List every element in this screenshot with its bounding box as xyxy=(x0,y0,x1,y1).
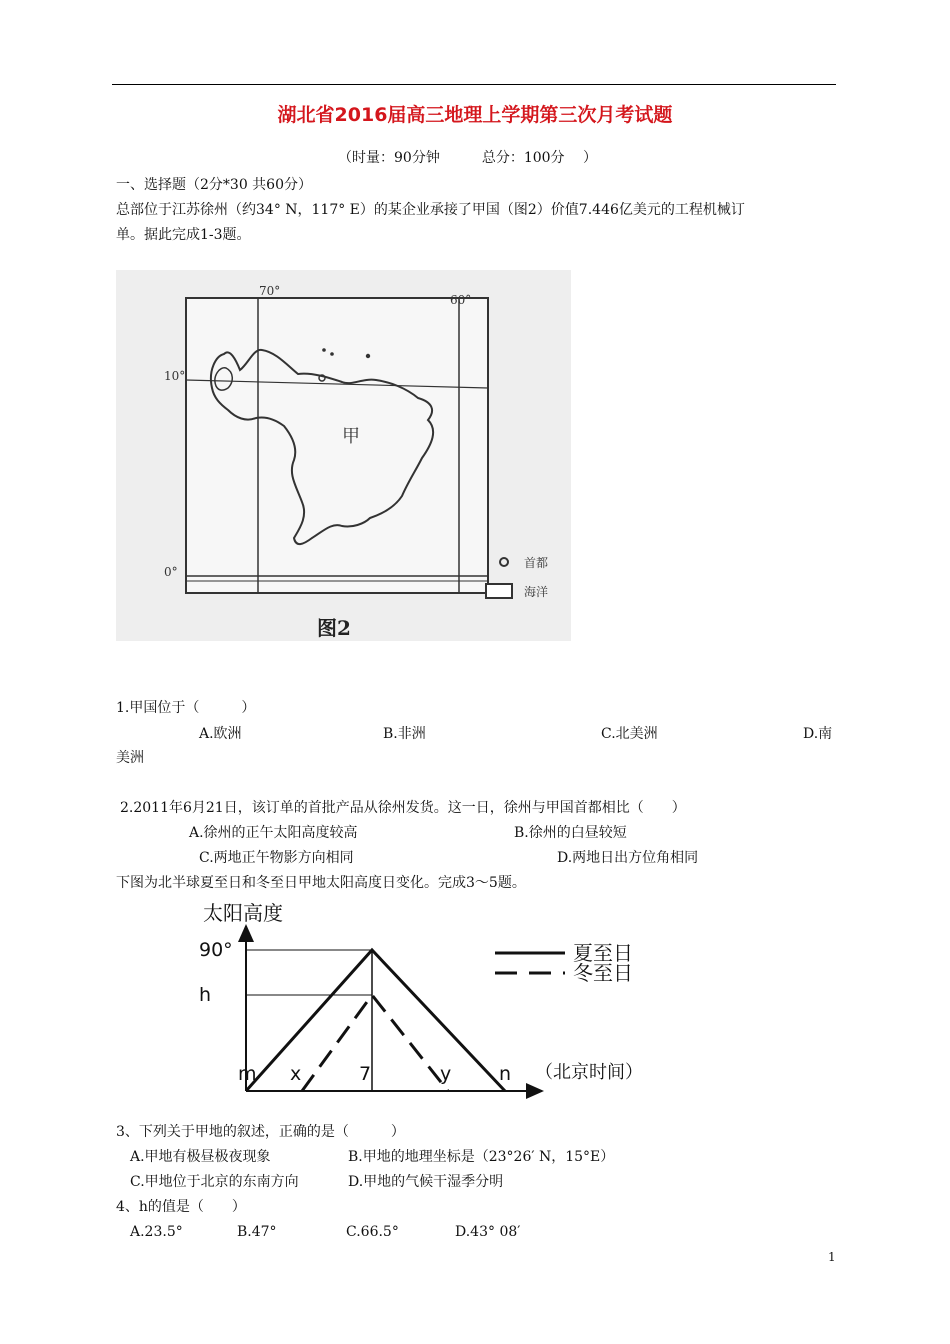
x-tick-label: m xyxy=(238,1063,257,1085)
x-tick-label: n xyxy=(499,1063,512,1085)
q4-option-d: D.43° 08′ xyxy=(455,1224,521,1240)
x-tick-label: y xyxy=(440,1063,452,1085)
q3-option-d: D.甲地的气候干湿季分明 xyxy=(348,1174,504,1190)
x-tick-label: 7 xyxy=(359,1063,372,1085)
q1-option-c: C.北美洲 xyxy=(601,726,658,742)
exam-info: （时量：90分钟 总分：100分 ） xyxy=(338,150,597,166)
q1-stem: 1.甲国位于（ ） xyxy=(116,700,256,716)
legend-label: 冬至日 xyxy=(573,961,633,985)
y-tick-label: 90° xyxy=(199,939,233,961)
lat-label-bottom: 0° xyxy=(164,565,178,579)
solar-altitude-chart xyxy=(195,898,705,1090)
q4-option-a: A.23.5° xyxy=(130,1224,183,1240)
lat-label-top: 10° xyxy=(164,369,186,383)
legend-sea-label: 海洋 xyxy=(524,585,549,599)
lon-label-left: 70° xyxy=(259,284,281,298)
intro-line-2: 单。据此完成1-3题。 xyxy=(116,227,251,243)
q3-option-c: C.甲地位于北京的东南方向 xyxy=(130,1174,299,1190)
country-label: 甲 xyxy=(342,426,360,447)
chart-intro: 下图为北半球夏至日和冬至日甲地太阳高度日变化。完成3～5题。 xyxy=(116,875,526,891)
page-title: 湖北省2016届高三地理上学期第三次月考试题 xyxy=(277,104,673,126)
q1-option-a: A.欧洲 xyxy=(199,726,242,742)
page-number: 1 xyxy=(828,1250,836,1264)
q3-option-a: A.甲地有极昼极夜现象 xyxy=(130,1149,271,1165)
legend-label: 夏至日 xyxy=(573,941,633,965)
x-tick-label: x xyxy=(290,1063,302,1085)
y-axis-label: 太阳高度 xyxy=(203,901,283,925)
q2-option-a: A.徐州的正午太阳高度较高 xyxy=(189,825,358,841)
map-figure xyxy=(116,270,571,641)
q2-option-b: B.徐州的白昼较短 xyxy=(514,825,627,841)
q2-option-c: C.两地正午物影方向相同 xyxy=(199,850,354,866)
header-rule xyxy=(112,84,836,85)
q4-option-c: C.66.5° xyxy=(346,1224,399,1240)
q1-option-d: D.南 xyxy=(803,726,833,742)
q4-stem: 4、h的值是（ ） xyxy=(116,1199,246,1215)
sea-legend-icon xyxy=(486,584,512,598)
y-tick-label: h xyxy=(199,984,212,1006)
intro-line-1: 总部位于江苏徐州（约34° N，117° E）的某企业承接了甲国（图2）价值7.446亿美元的工程机械订 xyxy=(116,202,745,218)
series-line xyxy=(246,950,505,1091)
q1-option-b: B.非洲 xyxy=(383,726,426,742)
legend-capital-label: 首都 xyxy=(524,556,549,570)
q3-stem: 3、下列关于甲地的叙述，正确的是（ ） xyxy=(116,1124,405,1140)
q4-option-b: B.47° xyxy=(237,1224,277,1240)
q3-option-b: B.甲地的地理坐标是（23°26′ N，15°E） xyxy=(348,1149,615,1165)
q1-option-d-cont: 美洲 xyxy=(116,750,144,766)
map-caption: 图2 xyxy=(317,616,351,640)
lon-label-right: 60° xyxy=(450,293,472,307)
x-axis-label: （北京时间） xyxy=(535,1062,643,1083)
q2-option-d: D.两地日出方位角相同 xyxy=(557,850,699,866)
section-heading: 一、选择题（2分*30 共60分） xyxy=(116,177,312,193)
q2-stem: 2.2011年6月21日，该订单的首批产品从徐州发货。这一日，徐州与甲国首都相比（ ） xyxy=(120,800,686,816)
